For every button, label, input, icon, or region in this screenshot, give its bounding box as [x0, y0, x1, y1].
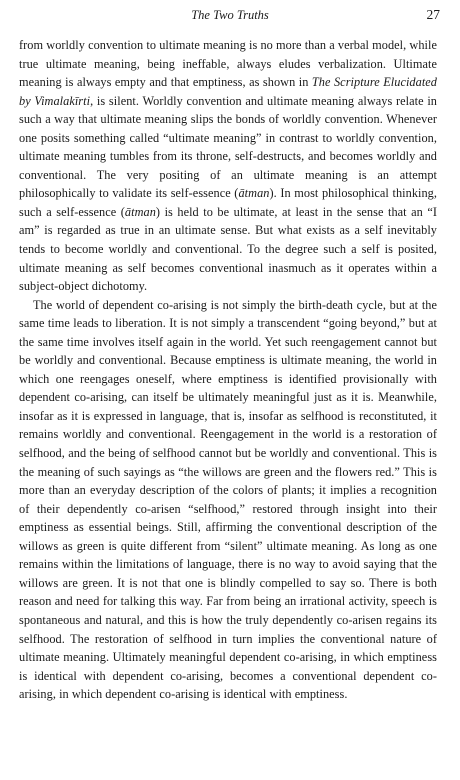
running-title: The Two Truths	[191, 8, 269, 22]
text-segment: ) is held to be ultimate, at least in the sense that an “I am” is regarded as true in an ultimate sense. But what exists as a self inevitably tends to become worldly and conventional. To the degree such a self is posited, ultimate meaning as self becomes conventional inasmuch as it operates within a subject-object dichotomy.	[19, 204, 437, 294]
sanskrit-term: ātman	[124, 204, 156, 219]
text-segment: The world of dependent co-arising is not simply the birth-death cycle, but at the same time leads to liberation. It is not simply a transcendent “going beyond,” but at the same time involves itself again in the world. Yet such reengagement cannot but be worldly and conventional. Because emptiness is ultimate meaning, the world in which one reengages oneself, where emptiness is identified provisionally with dependent co-arising, can itself be ultimately meaningful just as it is. Meanwhile, insofar as it is expressed in language, that is, insofar as selfhood is reconstituted, it remains worldly and conventional. Reengagement in the world is a restoration of selfhood, and the being of selfhood cannot but be worldly and conventional. This is the meaning of such sayings as “the willows are green and the flowers red.” This is more than an everyday description of the colors of plants; it implies a recognition of their dependently co-arisen “selfhood,” restored through insight into their emptiness as essential beings. Still, affirming the conventional description of the willows as green is quite different from “silent” ultimate meaning. As long as one remains within the limitations of language, there is no way to avoid saying that the willows are green. It is not that one is blindly compelled to say so. There is both reason and need for talking this way. Far from being an irrational activity, speech is spontaneous and natural, and this is how the truly dependently co-arisen regains its selfhood. The restoration of selfhood in turn implies the conventional nature of ultimate meaning. Ultimately meaningful dependent co-arising, in which emptiness is identical with dependent co-arising, becomes a conventional dependent co-arising, in which dependent co-arising is identical with emptiness.	[19, 297, 437, 702]
page-number: 27	[426, 7, 440, 22]
paragraph	[19, 36, 437, 296]
paragraph	[19, 296, 437, 704]
body-text	[19, 36, 437, 704]
text-segment: , is silent. Worldly convention and ultimate meaning always relate in such a way that ultimate meaning slips the bonds of worldly convention. Whenever one posits something called “ultimate meaning” in contrast to worldly convention, ultimate meaning tumbles from its throne, self-destructs, and becomes worldly and conventional. The very positing of an ultimate meaning is an attempt philosophically to validate its self-essence (	[19, 93, 437, 201]
text-segment: ). In most philosophical thinking, such a self-essence (	[19, 186, 438, 219]
book-title: The Scripture Elucidated by Vimalakīrti	[19, 75, 437, 108]
sanskrit-term: ātman	[238, 186, 270, 201]
running-head	[20, 8, 440, 26]
text-segment: from worldly convention to ultimate meaning is no more than a verbal model, while true ultimate meaning, being ineffable, always eludes verbalization. Ultimate meaning is always empty and that emptiness, as shown in	[19, 38, 437, 90]
